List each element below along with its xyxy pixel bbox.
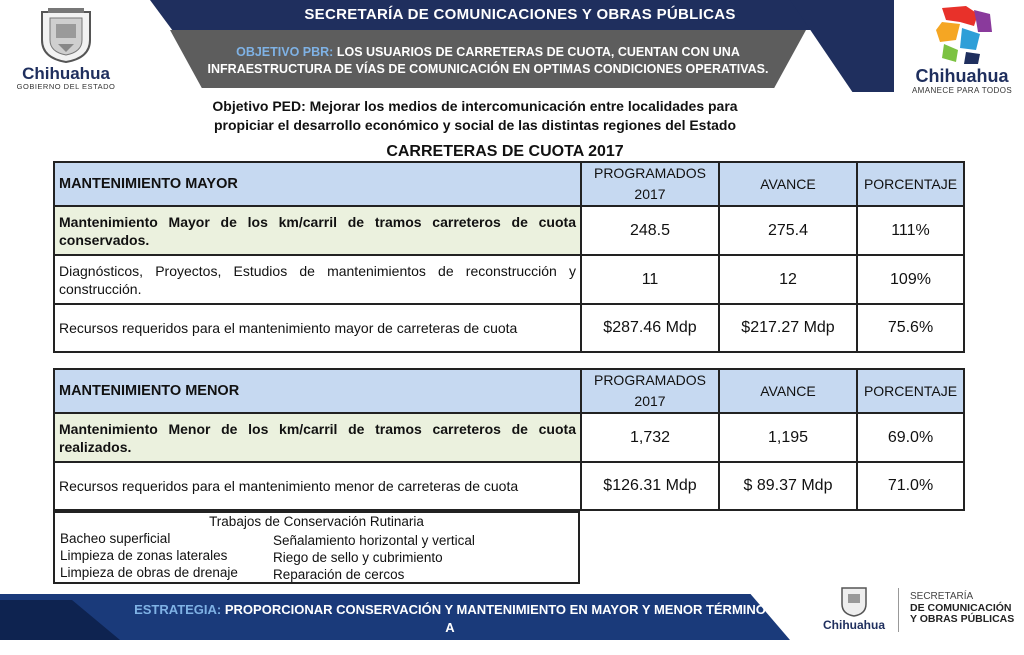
list-item: Limpieza de zonas laterales	[60, 548, 228, 563]
list-item: Bacheo superficial	[60, 531, 171, 546]
row-porcentaje: 71.0%	[857, 462, 964, 510]
list-item: Limpieza de obras de drenaje	[60, 565, 238, 580]
pbr-text-line1: LOS USUARIOS DE CARRETERAS DE CUOTA, CUENTAN CON UNA	[336, 45, 740, 59]
list-item: Riego de sello y cubrimiento	[273, 550, 443, 565]
row-porcentaje: 109%	[857, 255, 964, 304]
row-avance: $217.27 Mdp	[719, 304, 857, 352]
list-item: Reparación de cercos	[273, 567, 405, 582]
table-row	[54, 462, 964, 510]
footer-logo	[806, 586, 902, 636]
footer-label: ESTRATEGIA:	[134, 602, 222, 617]
footer-sec-line1: SECRETARÍA	[910, 591, 974, 602]
footer-divider	[898, 588, 899, 632]
list-item: Señalamiento horizontal y vertical	[273, 533, 475, 548]
pbr-objective	[190, 44, 786, 78]
ped-line1: Objetivo PED: Mejorar los medios de intercomunicación entre localidades para	[212, 98, 738, 114]
col-programados-line1: PROGRAMADOS	[593, 165, 706, 181]
row-programados: 11	[581, 255, 719, 304]
logo-chihuahua-amanece	[906, 4, 1018, 96]
mayor-title: MANTENIMIENTO MAYOR	[54, 162, 581, 206]
state-map-icon	[906, 4, 1018, 66]
col-programados-line1: PROGRAMADOS	[593, 372, 706, 388]
footer-secretaria	[910, 591, 1022, 626]
row-programados: 248.5	[581, 206, 719, 255]
table-row	[54, 413, 964, 462]
row-desc: Diagnósticos, Proyectos, Estudios de mantenimientos de reconstrucción y construcción.	[54, 255, 581, 304]
col-programados-line2: 2017	[634, 186, 666, 202]
table-header-row	[54, 162, 964, 206]
col-porcentaje: PORCENTAJE	[857, 162, 964, 206]
rutina-title: Trabajos de Conservación Rutinaria	[209, 514, 424, 529]
col-programados-line2: 2017	[634, 393, 666, 409]
footer-line2: LA RED DE CARRETERAS DE CUOTA, TANTO FIDEICOMITIDAS COMO NO FIDEICOMITIDAS.	[162, 638, 738, 653]
header-title: SECRETARÍA DE COMUNICACIONES Y OBRAS PÚBLICAS	[304, 6, 736, 23]
row-avance: 275.4	[719, 206, 857, 255]
menor-title: MANTENIMIENTO MENOR	[54, 369, 581, 413]
footer-logo-name: Chihuahua	[823, 618, 885, 632]
row-desc: Mantenimiento Mayor de los km/carril de tramos carreteros de cuota conservados.	[54, 206, 581, 255]
footer-sec-line2: DE COMUNICACIÓN	[910, 601, 1012, 614]
coat-of-arms-icon	[12, 6, 120, 64]
logo-right-name: Chihuahua	[915, 66, 1009, 86]
rutina-left-list	[60, 530, 238, 581]
table-row	[54, 255, 964, 304]
footer-line1: PROPORCIONAR CONSERVACIÓN Y MANTENIMIENTO EN MAYOR Y MENOR TÉRMINO A	[224, 602, 766, 635]
table-row	[54, 304, 964, 352]
coat-of-arms-small-icon	[806, 586, 902, 618]
pbr-label: OBJETIVO PBR:	[236, 45, 334, 59]
logo-right-subtitle: AMANECE PARA TODOS	[911, 86, 1013, 95]
row-programados: $126.31 Mdp	[581, 462, 719, 510]
logo-gobierno-chihuahua	[12, 6, 120, 90]
pbr-text-line2: INFRAESTRUCTURA DE VÍAS DE COMUNICACIÓN EN OPTIMAS CONDICIONES OPERATIVAS.	[207, 62, 769, 76]
row-desc: Recursos requeridos para el mantenimiento mayor de carreteras de cuota	[54, 304, 581, 352]
row-programados: 1,732	[581, 413, 719, 462]
section-title: CARRETERAS DE CUOTA 2017	[386, 143, 624, 160]
row-porcentaje: 75.6%	[857, 304, 964, 352]
col-porcentaje: PORCENTAJE	[857, 369, 964, 413]
logo-left-name: Chihuahua	[22, 64, 110, 83]
row-desc: Recursos requeridos para el mantenimiento menor de carreteras de cuota	[54, 462, 581, 510]
col-programados	[581, 162, 719, 206]
table-row	[54, 206, 964, 255]
rutina-right-list	[273, 532, 475, 583]
row-porcentaje: 111%	[857, 206, 964, 255]
conservacion-rutinaria-box	[53, 511, 580, 584]
table-header-row	[54, 369, 964, 413]
col-programados	[581, 369, 719, 413]
row-programados: $287.46 Mdp	[581, 304, 719, 352]
ped-line2: propiciar el desarrollo económico y social de las distintas regiones del Estado	[213, 117, 737, 133]
row-porcentaje: 69.0%	[857, 413, 964, 462]
ped-objective	[180, 97, 770, 135]
mantenimiento-menor-table	[53, 368, 965, 511]
mantenimiento-mayor-table	[53, 161, 965, 353]
footer-strategy	[130, 601, 770, 655]
row-avance: $ 89.37 Mdp	[719, 462, 857, 510]
col-avance: AVANCE	[719, 162, 857, 206]
logo-left-subtitle: GOBIERNO DEL ESTADO	[16, 82, 116, 91]
footer-sec-line3: Y OBRAS PÚBLICAS	[910, 613, 1015, 625]
col-avance: AVANCE	[719, 369, 857, 413]
row-avance: 1,195	[719, 413, 857, 462]
row-avance: 12	[719, 255, 857, 304]
row-desc: Mantenimiento Menor de los km/carril de tramos carreteros de cuota realizados.	[54, 413, 581, 462]
